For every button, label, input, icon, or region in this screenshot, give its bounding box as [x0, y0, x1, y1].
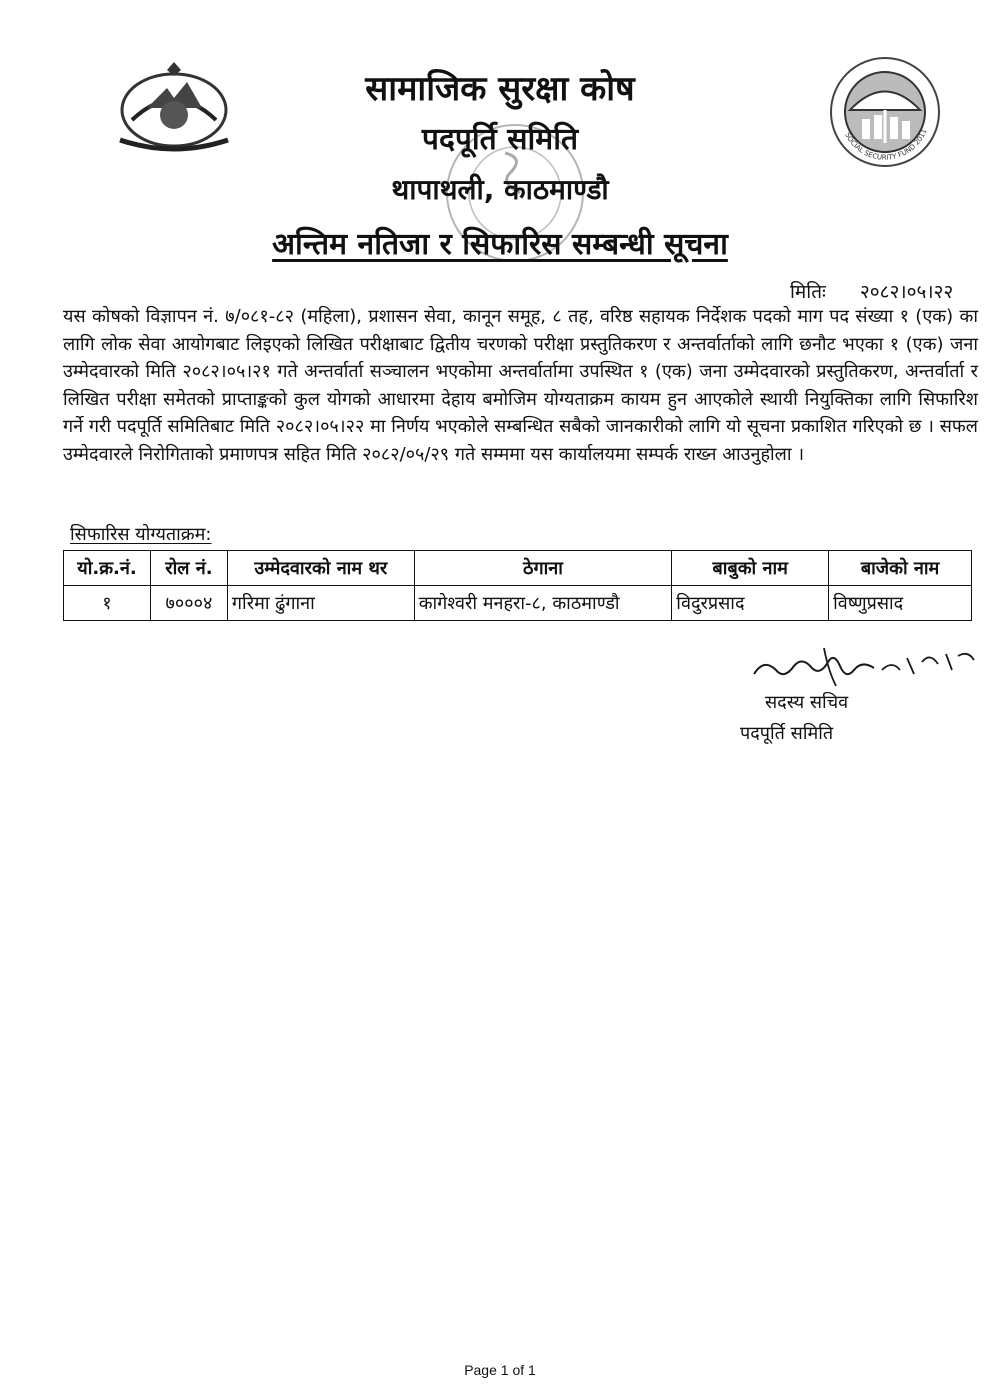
col-roll: रोल नं.: [150, 551, 227, 586]
date-label: मितिः: [790, 281, 826, 303]
col-serial: यो.क्र.नं.: [64, 551, 151, 586]
logo-text: SOCIAL SECURITY FUND 2011: [843, 127, 929, 162]
table-title: सिफारिस योग्यताक्रम:: [70, 524, 212, 545]
col-father-name: बाबुको नाम: [672, 551, 829, 586]
page-number: Page 1 of 1: [464, 1362, 536, 1378]
cell-serial: १: [64, 586, 151, 621]
notice-title: [0, 222, 1000, 263]
committee-name: पदपूर्ति समिति: [421, 122, 579, 157]
col-candidate-name: उम्मेदवारको नाम थर: [227, 551, 414, 586]
notice-date: [790, 278, 953, 304]
cell-roll: ७०००४: [150, 586, 227, 621]
handwritten-signature: [742, 640, 982, 695]
organization-name: सामाजिक सुरक्षा कोष: [365, 69, 635, 109]
table-header-row: [64, 551, 972, 586]
office-location: थापाथली, काठमाण्डौ: [391, 173, 609, 206]
col-grandfather-name: बाजेको नाम: [829, 551, 972, 586]
cell-address: कागेश्वरी मनहरा-८, काठमाण्डौ: [414, 586, 672, 621]
cell-candidate-name: गरिमा ढुंगाना: [227, 586, 414, 621]
col-address: ठेगाना: [414, 551, 672, 586]
recommendation-table: [63, 550, 972, 621]
cell-father-name: विदुरप्रसाद: [672, 586, 829, 621]
date-value: २०८२।०५।२२: [859, 281, 954, 303]
signatory-role: सदस्य सचिव: [765, 692, 849, 713]
cell-grandfather-name: विष्णुप्रसाद: [829, 586, 972, 621]
notice-body: यस कोषको विज्ञापन नं. ७/०८१-८२ (महिला), प्रशासन सेवा, कानून समूह, ८ तह, वरिष्ठ सहायक निर्देशक पदको माग पद संख्या १ (एक) का लागि लोक सेवा आयोगबाट लिइएको लिखित परीक्षाबाट द्वितीय चरणको परीक्षा प्रस्तुतिकरण र अन्तर्वार्ताको लागि छनौट भएका १ (एक) जना उम्मेदवारको मिति २०८२।०५।२१ गते अन्तर्वार्ता सञ्चालन भएकोमा अन्तर्वार्तामा उपस्थित १ (एक) जना उम्मेदवारको प्रस्तुतिकरण, अन्तर्वार्ता र लिखित परीक्षा समेतको प्राप्ताङ्कको कुल योगको आधारमा देहाय बमोजिम योग्यताक्रम कायम हुन आएकोले स्थायी नियुक्तिका लागि सिफारिश गर्ने गरी पदपूर्ति समितिबाट मिति २०८२।०५।२२ मा निर्णय भएकोले सम्बन्धित सबैको जानकारीको लागि यो सूचना प्रकाशित गरिएको छ । सफल उम्मेदवारले निरोगिताको प्रमाणपत्र सहित मिति २०८२/०५/२९ गते सम्ममा यस कार्यालयमा सम्पर्क राख्न आउनुहोला ।: [63, 306, 978, 465]
notice-title-text: अन्तिम नतिजा र सिफारिस सम्बन्धी सूचना: [272, 227, 728, 262]
table-row: [64, 586, 972, 621]
signatory-committee: पदपूर्ति समिति: [740, 723, 834, 744]
